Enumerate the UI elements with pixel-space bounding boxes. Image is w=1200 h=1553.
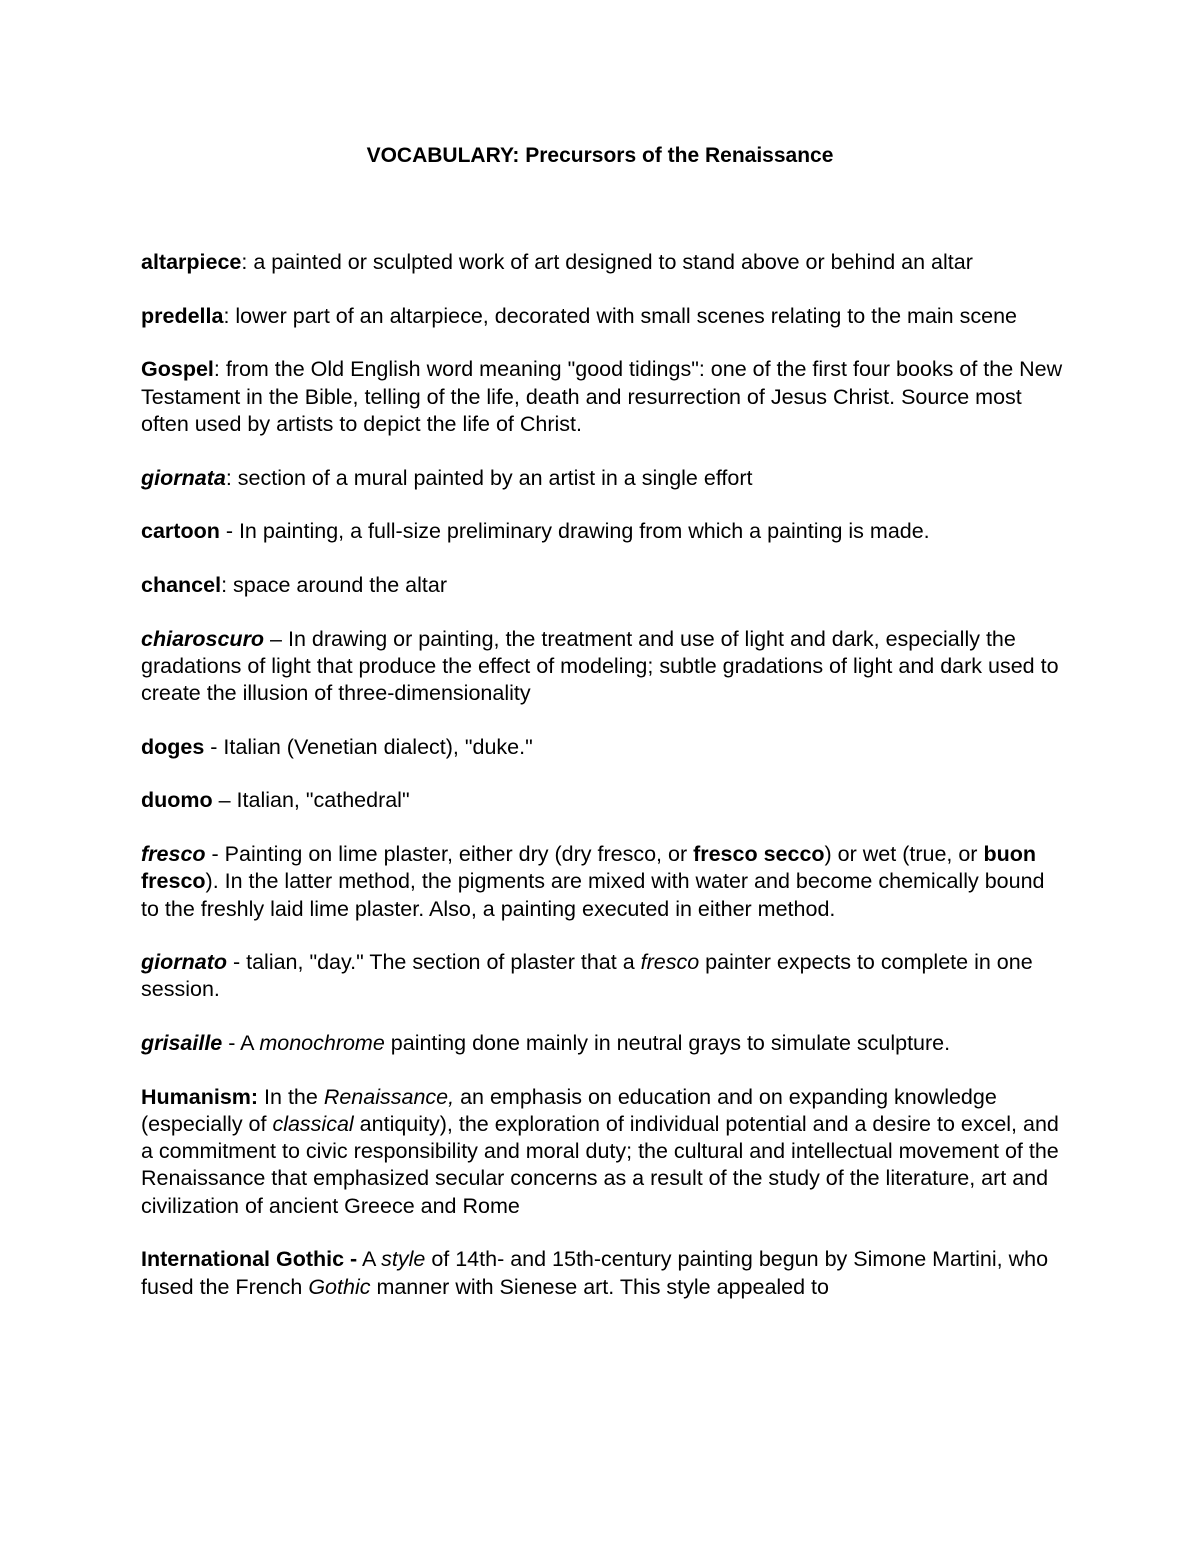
definition-text: - Painting on lime plaster, either dry (dry fresco, or <box>205 842 694 867</box>
definition-text: manner with Sienese art. This style appealed to <box>370 1274 829 1299</box>
entry-paragraph <box>141 356 1066 438</box>
entry-paragraph <box>141 949 1066 1003</box>
vocabulary-entry <box>141 303 1066 330</box>
vocabulary-term: chancel <box>141 572 222 597</box>
vocabulary-term: Humanism: <box>141 1084 259 1109</box>
term: buon fresco <box>141 842 1036 894</box>
vocabulary-term: cartoon <box>141 519 220 544</box>
vocabulary-term: giornato <box>141 950 227 975</box>
vocabulary-entry <box>141 465 1066 492</box>
entry-paragraph <box>141 734 1066 761</box>
definition-text: painting done mainly in neutral grays to simulate sculpture. <box>384 1031 951 1056</box>
italic-text: fresco <box>640 950 700 975</box>
definition-text: - In painting, a full-size preliminary drawing from which a painting is made. <box>219 519 930 544</box>
definition-text: : a painted or sculpted work of art designed to stand above or behind an altar <box>241 250 973 274</box>
definition-text: - talian, "day." The section of plaster that a <box>227 950 641 975</box>
vocabulary-term: grisaille <box>141 1031 223 1056</box>
definition-text: – Italian, "cathedral" <box>212 788 410 813</box>
vocabulary-term: predella <box>141 303 224 328</box>
vocabulary-term: International Gothic - <box>141 1247 358 1272</box>
entry-paragraph <box>141 1084 1066 1220</box>
vocabulary-entry <box>141 949 1066 1003</box>
definition-text: painter expects to complete in one session. <box>141 950 1033 1002</box>
entry-paragraph <box>141 249 1066 276</box>
entry-paragraph <box>141 787 1066 814</box>
vocabulary-entry <box>141 1246 1066 1300</box>
entry-paragraph <box>141 572 1066 599</box>
definition-text: : space around the altar <box>221 572 447 597</box>
definition-text: : section of a mural painted by an artist in a single effort <box>225 465 753 490</box>
vocabulary-entry <box>141 572 1066 599</box>
definition-text: an emphasis on education and on expanding knowledge (especially of <box>141 1084 997 1137</box>
vocabulary-entry <box>141 1084 1066 1220</box>
italic-text: classical <box>272 1112 354 1137</box>
vocabulary-term: duomo <box>141 788 213 813</box>
definition-text: ) or wet (true, or <box>824 842 984 867</box>
vocabulary-term: Gospel <box>141 357 214 382</box>
italic-text: Gothic <box>308 1274 371 1299</box>
vocabulary-entry <box>141 841 1066 923</box>
vocabulary-term: altarpiece <box>141 250 242 274</box>
entry-paragraph <box>141 518 1066 545</box>
definition-text: - A <box>222 1031 260 1056</box>
italic-text: monochrome <box>259 1031 385 1056</box>
definition-text: : lower part of an altarpiece, decorated with small scenes relating to the main scene <box>223 303 1017 328</box>
document-title: VOCABULARY: Precursors of the Renaissance <box>366 144 834 167</box>
italic-text: Renaissance, <box>323 1084 455 1109</box>
entry-paragraph <box>141 303 1066 330</box>
vocabulary-term: chiaroscuro <box>141 626 265 651</box>
definition-text: antiquity), the exploration of individual potential and a desire to excel, and a commitment to civic responsibility and moral duty; the cultural and intellectual movement of the Renaissance that emphasized secular concerns as a result of the study of the literature, art and civilization of ancient Greece and Rome <box>141 1112 1059 1218</box>
vocabulary-entry <box>141 787 1066 814</box>
vocabulary-term: fresco <box>141 842 206 867</box>
entry-paragraph <box>141 626 1066 708</box>
entry-paragraph <box>141 841 1066 923</box>
definition-text: – In drawing or painting, the treatment and use of light and dark, especially the gradations of light that produce the effect of modeling; subtle gradations of light and dark used to create the illusion of three-dimensionality <box>141 626 1059 706</box>
vocabulary-entry <box>141 518 1066 545</box>
vocabulary-term: giornata <box>141 465 226 490</box>
vocabulary-list <box>141 249 1066 1327</box>
entry-paragraph <box>141 465 1066 492</box>
vocabulary-term: doges <box>141 734 205 759</box>
definition-text: of 14th- and 15th-century painting begun by Simone Martini, who fused the French <box>141 1247 1049 1299</box>
vocabulary-entry <box>141 249 1066 276</box>
vocabulary-entry <box>141 356 1066 438</box>
definition-text: - Italian (Venetian dialect), "duke." <box>204 734 533 759</box>
definition-text: : from the Old English word meaning "good tidings": one of the first four books of the New Testament in the Bible, telling of the life, death and resurrection of Jesus Christ. Source most often used by artists to depict the life of Christ. <box>141 357 1063 436</box>
entry-paragraph <box>141 1246 1066 1300</box>
entry-paragraph <box>141 1030 1066 1057</box>
definition-text: In the <box>258 1084 324 1109</box>
vocabulary-entry <box>141 1030 1066 1057</box>
vocabulary-entry <box>141 626 1066 708</box>
vocabulary-entry <box>141 734 1066 761</box>
italic-text: style <box>381 1247 426 1272</box>
term: fresco secco <box>693 842 825 867</box>
definition-text: A <box>357 1247 382 1272</box>
definition-text: ). In the latter method, the pigments are mixed with water and become chemically bound to the freshly laid lime plaster. Also, a painting executed in either method. <box>141 869 1045 921</box>
